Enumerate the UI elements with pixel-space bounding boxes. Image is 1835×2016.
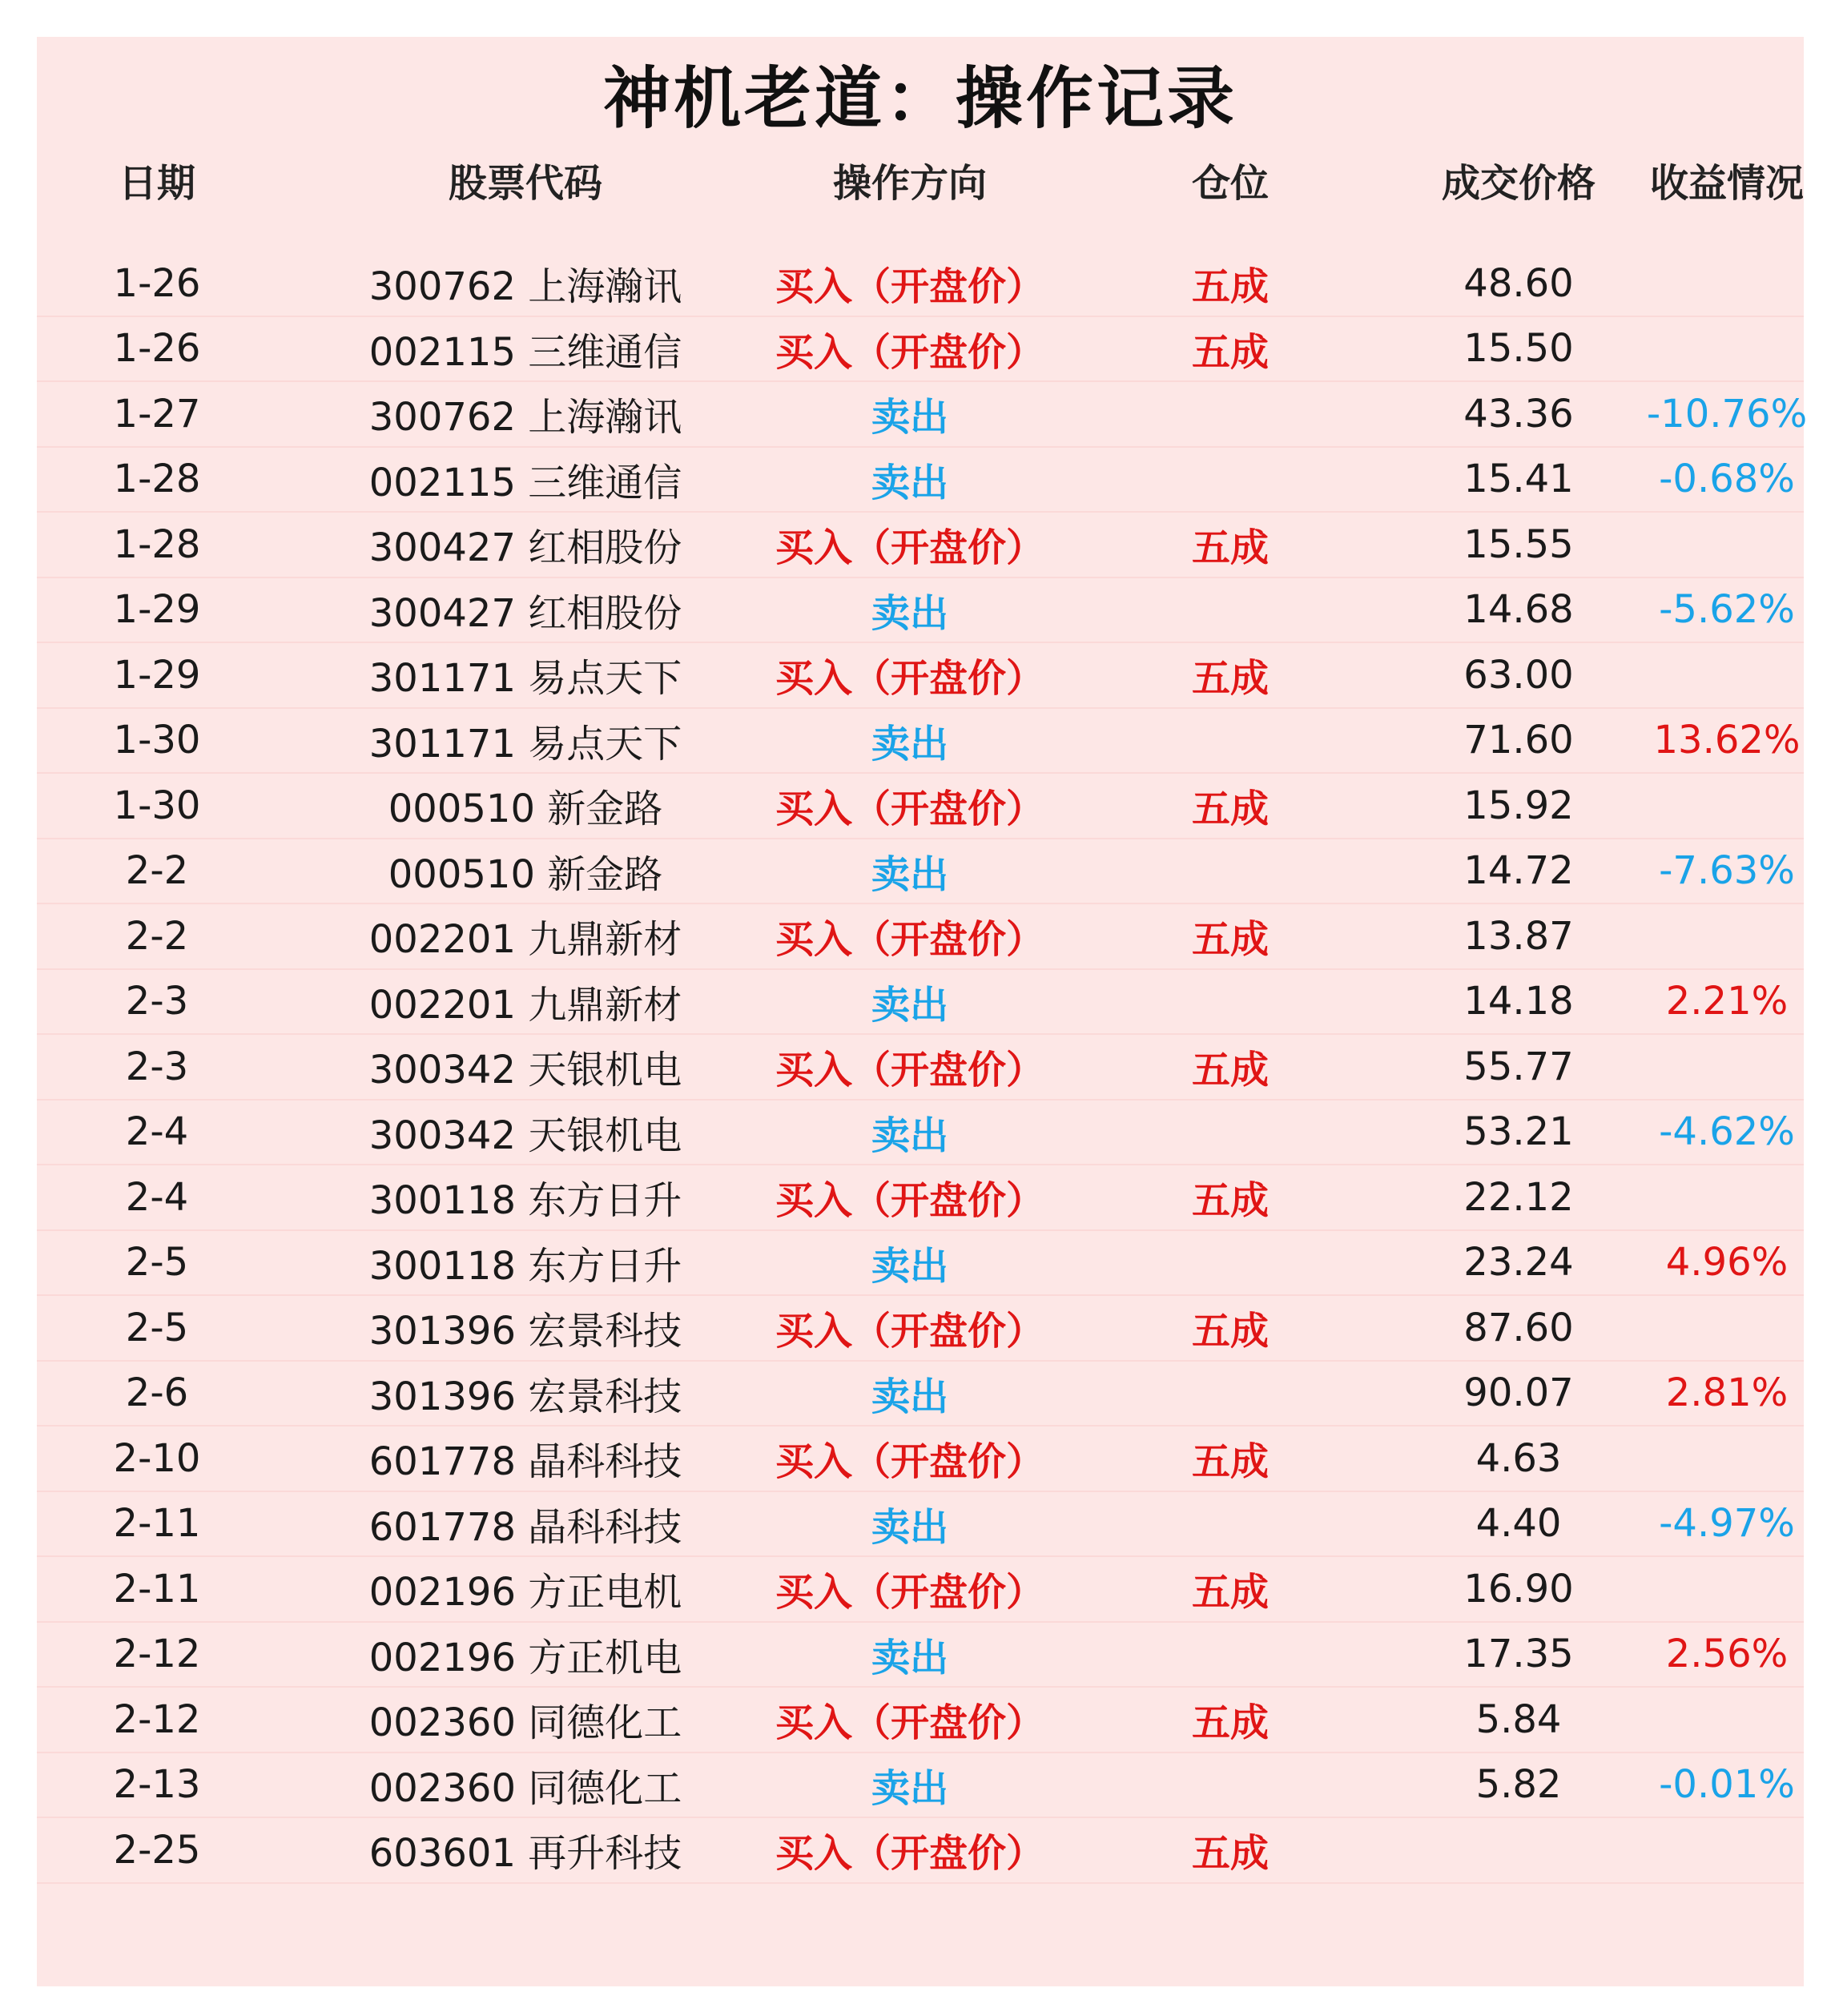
row-pnl (1599, 1296, 1835, 1360)
row-pnl: 2.56% (1665, 1632, 1789, 1677)
row-date: 2-11 (113, 1501, 201, 1547)
row-action: 卖出 (871, 460, 948, 505)
row-position: 五成 (1191, 1700, 1269, 1746)
table-row (37, 970, 1804, 1036)
table-row (37, 774, 1804, 839)
row-date: 2-2 (125, 913, 189, 959)
row-price: 4.63 (1475, 1435, 1562, 1481)
row-stock: 300118 东方日升 (368, 1178, 682, 1224)
row-position (1086, 1753, 1374, 1817)
row-pnl: -10.76% (1646, 391, 1808, 437)
row-date: 1-27 (113, 391, 201, 437)
row-stock: 300427 红相股份 (368, 590, 682, 636)
row-pnl (1599, 774, 1835, 838)
row-position (1086, 1101, 1374, 1165)
row-stock: 301396 宏景科技 (368, 1309, 682, 1354)
row-date: 1-28 (113, 457, 201, 502)
table-row (37, 643, 1804, 709)
row-position: 五成 (1191, 264, 1269, 310)
table-row (37, 1362, 1804, 1427)
table-row (37, 1753, 1804, 1819)
row-pnl: -7.63% (1659, 848, 1795, 894)
header-pnl: 收益情况 (1649, 160, 1804, 206)
row-price: 5.82 (1475, 1762, 1562, 1808)
row-pnl: -5.62% (1659, 587, 1795, 633)
row-date: 1-28 (113, 521, 201, 567)
row-stock: 002360 同德化工 (368, 1765, 682, 1811)
table-row (37, 1035, 1804, 1101)
row-date: 2-13 (113, 1762, 201, 1808)
row-date: 2-3 (125, 1044, 189, 1089)
row-pnl: -0.68% (1659, 457, 1795, 502)
row-pnl: -4.97% (1659, 1501, 1795, 1547)
row-stock: 002196 方正电机 (368, 1570, 682, 1616)
row-position: 五成 (1191, 525, 1269, 571)
page-title: 神机老道：操作记录 (602, 59, 1237, 138)
table-row (37, 1426, 1804, 1492)
row-price: 14.18 (1463, 979, 1574, 1024)
row-pnl (1599, 317, 1835, 381)
row-position (1086, 1231, 1374, 1295)
row-action: 买入（开盘价） (775, 1178, 1044, 1224)
table-row (37, 578, 1804, 644)
row-action: 卖出 (871, 982, 948, 1028)
row-stock: 301171 易点天下 (368, 721, 682, 767)
table-row (37, 1818, 1804, 1884)
row-date: 1-30 (113, 783, 201, 828)
row-date: 2-11 (113, 1566, 201, 1612)
table-row (37, 1231, 1804, 1297)
row-pnl (1599, 251, 1835, 316)
row-price: 71.60 (1463, 718, 1574, 763)
row-position (1086, 970, 1374, 1034)
row-action: 买入（开盘价） (775, 329, 1044, 375)
row-price: 48.60 (1463, 260, 1574, 306)
row-date: 2-6 (125, 1370, 189, 1416)
header-stock: 股票代码 (448, 160, 602, 206)
row-price: 53.21 (1463, 1109, 1574, 1155)
row-pnl: -0.01% (1659, 1762, 1795, 1808)
row-action: 买入（开盘价） (775, 264, 1044, 310)
row-action: 卖出 (871, 1243, 948, 1289)
row-date: 2-2 (125, 848, 189, 894)
row-stock: 002360 同德化工 (368, 1700, 682, 1746)
row-pnl (1599, 904, 1835, 968)
row-pnl: 4.96% (1665, 1240, 1789, 1286)
header-position: 仓位 (1191, 160, 1269, 206)
table-row (37, 709, 1804, 775)
row-position (1086, 578, 1374, 642)
table-row (37, 317, 1804, 383)
row-pnl (1599, 1688, 1835, 1752)
row-action: 卖出 (871, 395, 948, 441)
row-date: 1-26 (113, 260, 201, 306)
row-stock: 000510 新金路 (388, 851, 663, 897)
table-row (37, 839, 1804, 905)
row-pnl: -4.62% (1659, 1109, 1795, 1155)
row-price: 90.07 (1463, 1370, 1574, 1416)
row-date: 1-29 (113, 652, 201, 698)
row-action: 卖出 (871, 1113, 948, 1158)
row-price: 22.12 (1463, 1174, 1574, 1220)
table-row (37, 1101, 1804, 1166)
row-action: 买入（开盘价） (775, 917, 1044, 963)
row-stock: 300762 上海瀚讯 (368, 264, 682, 310)
table-row (37, 1165, 1804, 1231)
table-row (37, 1557, 1804, 1623)
row-position: 五成 (1191, 1309, 1269, 1354)
row-date: 1-26 (113, 326, 201, 372)
row-date: 2-12 (113, 1632, 201, 1677)
header-price: 成交价格 (1441, 160, 1596, 206)
row-action: 买入（开盘价） (775, 1439, 1044, 1485)
table-row (37, 1623, 1804, 1688)
row-position (1086, 839, 1374, 903)
row-position: 五成 (1191, 329, 1269, 375)
row-date: 2-25 (113, 1827, 201, 1873)
table-row (37, 513, 1804, 578)
table-row (37, 1296, 1804, 1362)
row-position: 五成 (1191, 1570, 1269, 1616)
row-action: 买入（开盘价） (775, 656, 1044, 702)
row-action: 买入（开盘价） (775, 1831, 1044, 1877)
row-action: 卖出 (871, 590, 948, 636)
table-header (37, 139, 1804, 219)
row-action: 买入（开盘价） (775, 1570, 1044, 1616)
table-row (37, 251, 1804, 317)
table-body (37, 251, 1808, 1884)
row-action: 卖出 (871, 1374, 948, 1419)
table-row (37, 1688, 1804, 1753)
row-stock: 301171 易点天下 (368, 656, 682, 702)
row-position (1086, 1492, 1374, 1556)
row-price: 23.24 (1463, 1240, 1574, 1286)
record-panel (37, 37, 1808, 1986)
row-action: 买入（开盘价） (775, 1700, 1044, 1746)
row-action: 买入（开盘价） (775, 1309, 1044, 1354)
row-price: 13.87 (1463, 913, 1574, 959)
row-stock: 002115 三维通信 (368, 329, 682, 375)
table-row (37, 448, 1804, 513)
row-price: 16.90 (1463, 1566, 1574, 1612)
row-stock: 300118 东方日升 (368, 1243, 682, 1289)
row-position: 五成 (1191, 1831, 1269, 1877)
table-row (37, 1492, 1804, 1558)
row-price: 15.41 (1463, 457, 1574, 502)
row-pnl: 13.62% (1653, 718, 1801, 763)
row-pnl (1599, 643, 1835, 707)
row-action: 买入（开盘价） (775, 787, 1044, 832)
row-date: 2-12 (113, 1696, 201, 1742)
row-stock: 002196 方正机电 (368, 1635, 682, 1680)
row-pnl: 2.21% (1665, 979, 1789, 1024)
row-pnl (1599, 1557, 1835, 1621)
row-date: 2-4 (125, 1174, 189, 1220)
row-position: 五成 (1191, 1178, 1269, 1224)
row-stock: 002201 九鼎新材 (368, 982, 682, 1028)
header-date: 日期 (118, 160, 195, 206)
row-stock: 601778 晶科科技 (368, 1439, 682, 1485)
row-position (1086, 448, 1374, 512)
row-stock: 300427 红相股份 (368, 525, 682, 571)
row-position (1086, 1623, 1374, 1687)
row-price: 15.50 (1463, 326, 1574, 372)
row-price: 55.77 (1463, 1044, 1574, 1089)
row-price: 43.36 (1463, 391, 1574, 437)
row-stock: 300342 天银机电 (368, 1048, 682, 1093)
row-price: 5.84 (1475, 1696, 1562, 1742)
row-position (1086, 709, 1374, 773)
row-price: 15.92 (1463, 783, 1574, 828)
row-date: 2-4 (125, 1109, 189, 1155)
row-pnl (1599, 513, 1835, 577)
row-price: 17.35 (1463, 1632, 1574, 1677)
row-stock: 301396 宏景科技 (368, 1374, 682, 1419)
table-row (37, 382, 1808, 448)
row-stock: 300762 上海瀚讯 (368, 395, 682, 441)
row-pnl (1599, 1165, 1835, 1229)
row-date: 2-5 (125, 1240, 189, 1286)
row-action: 卖出 (871, 1504, 948, 1550)
row-pnl: 2.81% (1665, 1370, 1789, 1416)
row-stock: 601778 晶科科技 (368, 1504, 682, 1550)
row-stock: 603601 再升科技 (368, 1831, 682, 1877)
row-price: 87.60 (1463, 1305, 1574, 1350)
row-position: 五成 (1191, 656, 1269, 702)
row-position: 五成 (1191, 1439, 1269, 1485)
row-pnl (1599, 1035, 1835, 1099)
row-action: 买入（开盘价） (775, 1048, 1044, 1093)
row-position: 五成 (1191, 1048, 1269, 1093)
row-stock: 002201 九鼎新材 (368, 917, 682, 963)
row-date: 2-5 (125, 1305, 189, 1350)
row-price: 4.40 (1475, 1501, 1562, 1547)
row-position: 五成 (1191, 917, 1269, 963)
row-price: 15.55 (1463, 521, 1574, 567)
row-position (1086, 1362, 1374, 1426)
row-date: 2-3 (125, 979, 189, 1024)
header-action: 操作方向 (832, 160, 987, 206)
row-price: 14.72 (1463, 848, 1574, 894)
row-stock: 002115 三维通信 (368, 460, 682, 505)
row-price: 63.00 (1463, 652, 1574, 698)
row-action: 卖出 (871, 721, 948, 767)
row-price: 14.68 (1463, 587, 1574, 633)
row-pnl (1599, 1818, 1835, 1882)
row-action: 卖出 (871, 1765, 948, 1811)
row-date: 1-30 (113, 718, 201, 763)
row-action: 卖出 (871, 1635, 948, 1680)
row-stock: 300342 天银机电 (368, 1113, 682, 1158)
row-action: 卖出 (871, 851, 948, 897)
table-row (37, 904, 1804, 970)
row-date: 1-29 (113, 587, 201, 633)
row-pnl (1599, 1426, 1835, 1491)
row-action: 买入（开盘价） (775, 525, 1044, 571)
row-date: 2-10 (113, 1435, 201, 1481)
row-position: 五成 (1191, 787, 1269, 832)
row-position (1086, 382, 1374, 446)
row-stock: 000510 新金路 (388, 787, 663, 832)
